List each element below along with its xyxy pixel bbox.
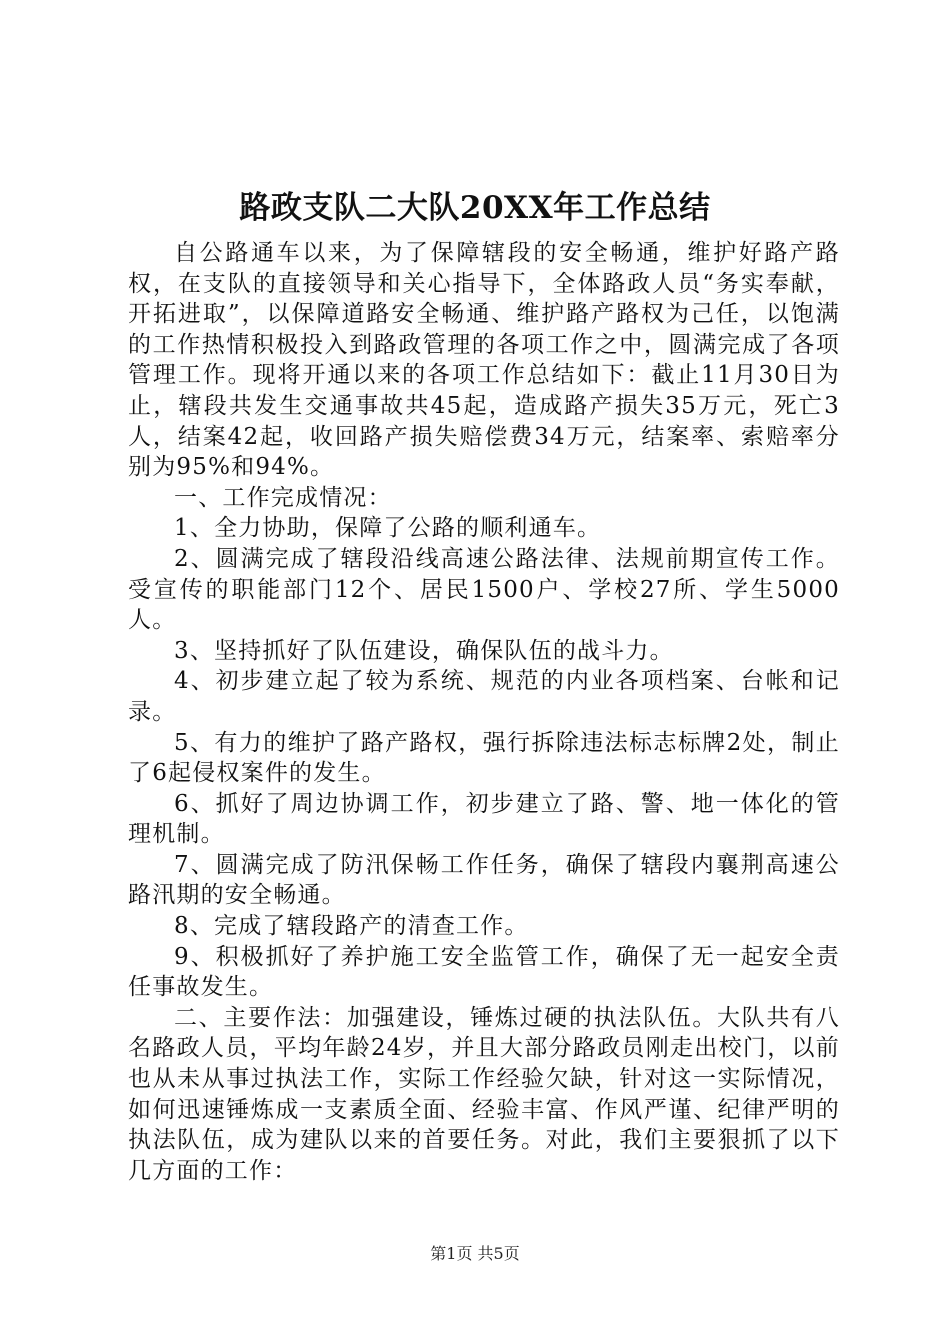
intro-paragraph: 自公路通车以来，为了保障辖段的安全畅通，维护好路产路权，在支队的直接领导和关心指导下，全体路政人员“务实奉献，开拓进取”，以保障道路安全畅通、维护路产路权为己任，以饱满的工作热情积极投入到路政管理的各项工作之中，圆满完成了各项管理工作。现将开通以来的各项工作总结如下：截止11月30日为止，辖段共发生交通事故共45起，造成路产损失35万元，死亡3人，结案42起，收回路产损失赔偿费34万元，结案率、索赔率分别为95%和94%。 bbox=[128, 240, 840, 481]
document-body bbox=[128, 238, 840, 1186]
page-number-footer: 第1页 共5页 bbox=[430, 1244, 520, 1263]
list-item: 5、有力的维护了路产路权，强行拆除违法标志标牌2处，制止了6起侵权案件的发生。 bbox=[128, 729, 840, 787]
list-item: 3、坚持抓好了队伍建设，确保队伍的战斗力。 bbox=[174, 637, 674, 664]
document-title: 路政支队二大队20XX年工作总结 bbox=[239, 190, 711, 226]
section-heading-work-completion: 一、工作完成情况： bbox=[174, 484, 392, 511]
list-item: 6、抓好了周边协调工作，初步建立了路、警、地一体化的管理机制。 bbox=[128, 790, 840, 848]
list-item: 4、初步建立起了较为系统、规范的内业各项档案、台帐和记录。 bbox=[128, 668, 840, 725]
list-item: 7、圆满完成了防汛保畅工作任务，确保了辖段内襄荆高速公路汛期的安全畅通。 bbox=[128, 851, 840, 909]
list-item: 2、圆满完成了辖段沿线高速公路法律、法规前期宣传工作。受宣传的职能部门12个、居民1500户、学校27所、学生5000人。 bbox=[128, 545, 840, 634]
list-item: 9、积极抓好了养护施工安全监管工作，确保了无一起安全责任事故发生。 bbox=[128, 943, 840, 1001]
list-item: 1、全力协助，保障了公路的顺利通车。 bbox=[174, 515, 602, 542]
section-paragraph-main-methods: 二、主要作法：加强建设，锤炼过硬的执法队伍。大队共有八名路政人员，平均年龄24岁，并且大部分路政员刚走出校门，以前也从未从事过执法工作，实际工作经验欠缺，针对这一实际情况，如何迅速锤炼成一支素质全面、经验丰富、作风严谨、纪律严明的执法队伍，成为建队以来的首要任务。对此，我们主要狠抓了以下几方面的工作： bbox=[128, 1004, 840, 1184]
list-item: 8、完成了辖段路产的清查工作。 bbox=[174, 913, 529, 940]
